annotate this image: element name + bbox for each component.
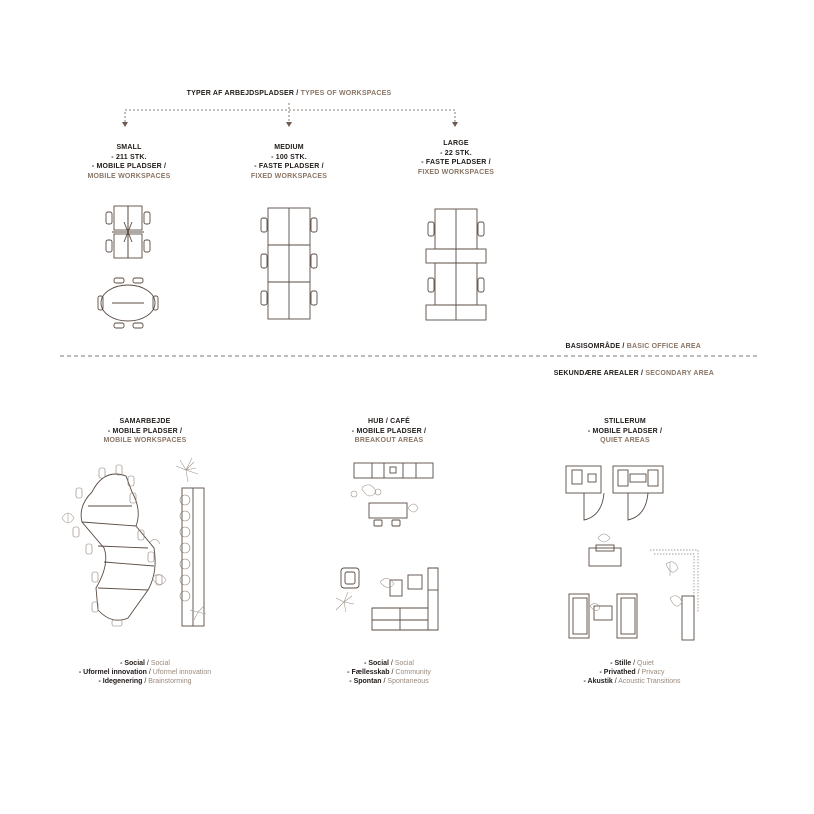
feature-item: - Stille / Quiet [610,660,654,667]
secondary-area-label: SEKUNDÆRE AREALER / SECONDARY AREA [553,370,714,377]
types-connector [125,103,455,122]
header-title: TYPER AF ARBEJDSPLADSER / TYPES OF WORKSPACES [186,90,392,97]
medium-desk-cluster [261,208,317,319]
area-samarbejde-label: SAMARBEJDE - MOBILE PLADSER / MOBILE WORKSPACES [103,418,187,445]
type-small-label: SMALL - 211 STK. - MOBILE PLADSER / MOBILE WORKSPACES [87,144,171,180]
samarbejde-bench [182,488,204,626]
type-medium-label: MEDIUM - 100 STK. - FASTE PLADSER / FIXED WORKSPACES [250,144,328,180]
feature-item: - Privathed / Privacy [599,669,665,677]
feature-item: - Akustik / Acoustic Transitions [583,678,681,686]
hub-plants [336,578,394,612]
hub-lounge-sofa [372,568,438,630]
stillerum-plants [590,534,682,611]
area-hub-label: HUB / CAFÉ - MOBILE PLADSER / BREAKOUT AREAS [351,418,427,445]
samarbejde-chairs [73,465,162,626]
feature-item: - Fællesskab / Community [347,669,431,677]
feature-item: - Spontan / Spontaneous [349,678,429,686]
basic-area-label: BASISOMRÅDE / BASIC OFFICE AREA [565,343,701,350]
stillerum-acoustic-screen [650,550,698,612]
hub-high-table [369,503,407,526]
type-large-label: LARGE - 22 STK. - FASTE PLADSER / FIXED WORKSPACES [417,140,495,176]
connector-arrowheads [122,122,458,127]
stillerum-booth-right [613,466,663,520]
hub-stools-and-plants [351,485,418,512]
stillerum-booth-left [566,466,604,520]
feature-item: - Idegenering / Brainstorming [98,678,192,686]
stillerum-panel [682,596,694,640]
small-oval-table [98,278,158,328]
feature-item: - Social / Social [364,660,414,667]
feature-item: - Social / Social [120,660,170,667]
area-stillerum-label: STILLERUM - MOBILE PLADSER / QUIET AREAS [587,418,663,445]
stillerum-lounge [569,594,637,638]
samarbejde-stools [180,495,190,601]
stillerum-small-table [589,545,621,566]
feature-item: - Uformel innovation / Uformel innovation [78,669,212,677]
small-desk-cluster [106,206,150,258]
hub-counter [354,463,433,478]
hub-armchair [341,568,359,588]
large-desk-cluster [426,209,486,320]
